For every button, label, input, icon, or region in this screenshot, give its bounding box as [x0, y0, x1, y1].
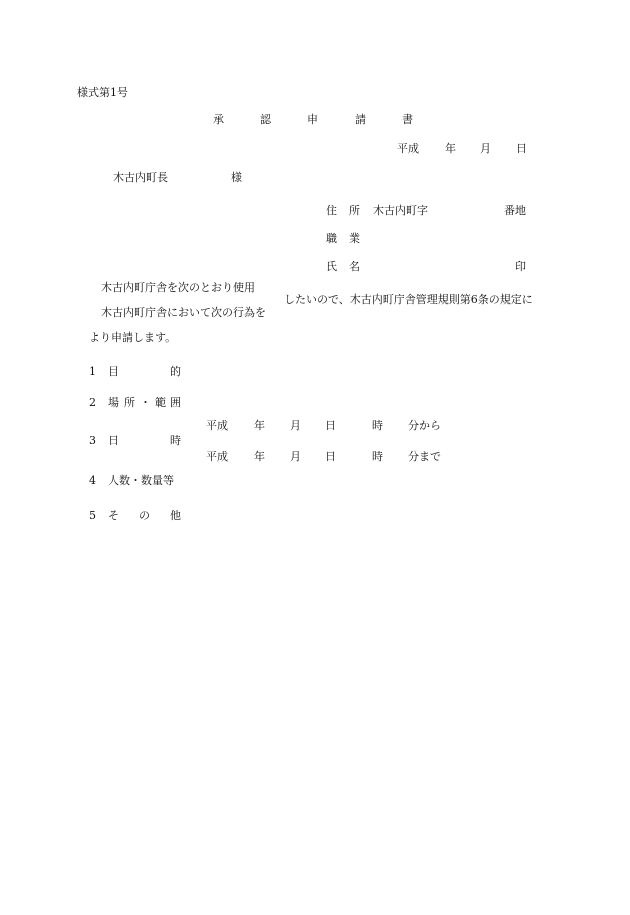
date-era: 平成: [397, 142, 419, 155]
item-label-char: 目: [108, 365, 119, 378]
item-label-char: 囲: [170, 396, 181, 409]
title-char: 書: [402, 113, 413, 126]
occupation-label-char: 業: [349, 232, 360, 245]
from-month: 月: [290, 419, 301, 432]
name-label-char: 名: [349, 260, 360, 273]
addressee-honorific: 様: [231, 171, 242, 184]
to-hour: 時: [372, 450, 383, 463]
item-number: 1: [89, 365, 96, 378]
title-char: 申: [307, 113, 318, 126]
seal-mark: 印: [515, 260, 526, 273]
item-label-char: 的: [170, 365, 181, 378]
item-label-char: そ: [108, 509, 119, 522]
from-era: 平成: [206, 419, 228, 432]
occupation-label-char: 職: [326, 232, 337, 245]
item-label-char: 他: [170, 509, 181, 522]
item-label-char: 所: [124, 396, 135, 409]
address-label-char: 住: [326, 204, 337, 217]
item-label-char: 場: [108, 396, 119, 409]
item-number: 5: [89, 509, 96, 522]
body-continuation: したいので、木古内町庁舎管理規則第6条の規定に: [284, 293, 533, 306]
address-label-char: 所: [349, 204, 360, 217]
body-option-use: 木古内町庁舎を次のとおり使用: [101, 281, 255, 294]
from-day: 日: [325, 419, 336, 432]
item-number: 3: [89, 434, 96, 447]
body-option-act: 木古内町庁舎において次の行為を: [101, 306, 266, 319]
date-day: 日: [516, 142, 527, 155]
item-label: 人数・数量等: [108, 474, 174, 487]
address-prefix: 木古内町字: [373, 204, 428, 217]
from-minute: 分から: [408, 419, 441, 432]
to-era: 平成: [206, 450, 228, 463]
from-year: 年: [254, 419, 265, 432]
from-hour: 時: [372, 419, 383, 432]
item-label-char: 範: [155, 396, 166, 409]
title-char: 承: [213, 113, 224, 126]
to-month: 月: [290, 450, 301, 463]
date-year: 年: [445, 142, 456, 155]
to-year: 年: [254, 450, 265, 463]
item-label-char: 日: [108, 434, 119, 447]
item-number: 4: [89, 474, 96, 487]
name-label-char: 氏: [326, 260, 337, 273]
addressee-name: 木古内町長: [113, 171, 168, 184]
item-label-char: の: [139, 509, 150, 522]
item-label-char: 時: [170, 434, 181, 447]
form-number: 様式第1号: [77, 86, 128, 99]
date-month: 月: [480, 142, 491, 155]
title-char: 請: [355, 113, 366, 126]
title-char: 認: [260, 113, 271, 126]
to-day: 日: [325, 450, 336, 463]
item-label-char: ・: [140, 396, 151, 409]
address-suffix: 番地: [504, 204, 526, 217]
item-number: 2: [89, 396, 96, 409]
body-last-line: より申請します。: [89, 331, 177, 344]
to-minute: 分まで: [408, 450, 441, 463]
